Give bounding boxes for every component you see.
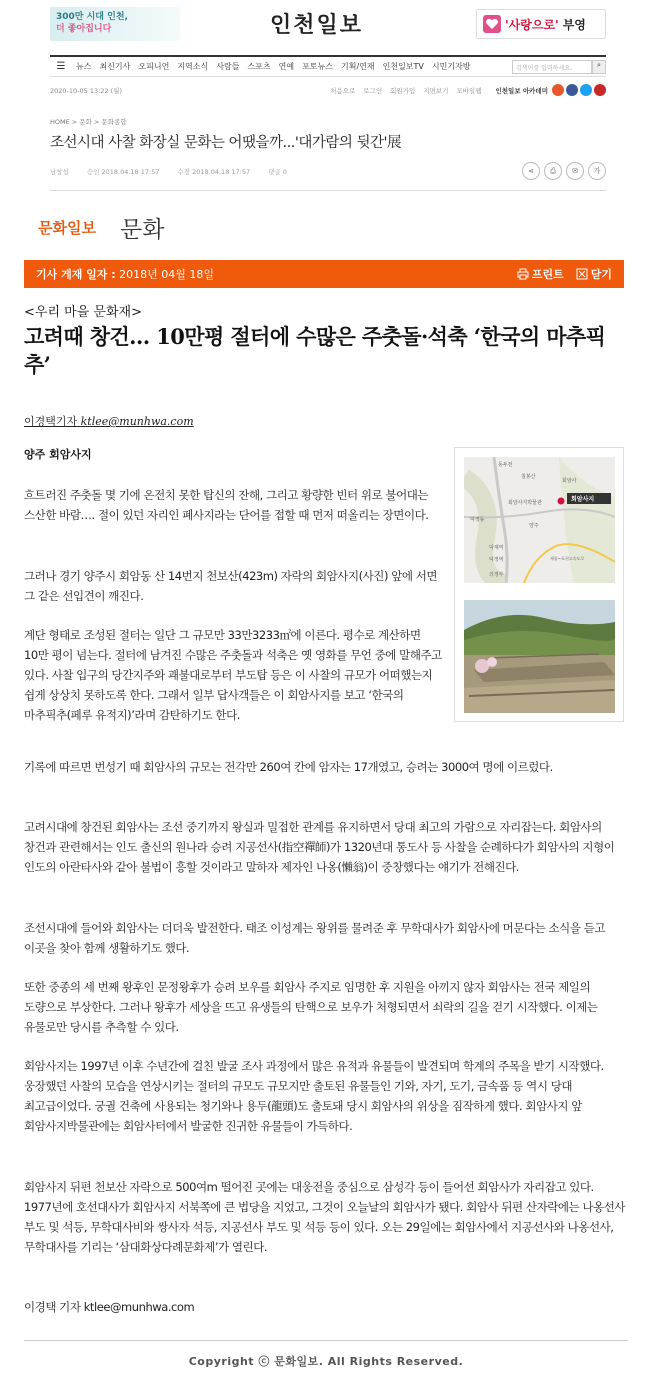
close-label: 닫기 <box>590 268 612 281</box>
nav-item-entertainment[interactable]: 연예 <box>278 62 295 71</box>
date-label: 기사 게재 일자 : <box>36 268 116 281</box>
byline-name: 이경택기자 <box>24 415 78 428</box>
map-label-dongducheon: 동두천 <box>498 462 513 468</box>
paragraph-1: 흐트러진 주춧돌 몇 기에 온전치 못한 탑신의 잔해, 그리고 황량한 빈터 위로 불어대는 스산한 바람…. 절이 있던 자리인 폐사지라는 단어를 접할 때 먼저 떠올리는 장면이다. <box>24 488 429 522</box>
print-icon[interactable]: ⎙ <box>544 162 562 180</box>
map-label-yangju: 양주 <box>529 523 539 529</box>
munhwa-ilbo-logo[interactable]: 문화일보 <box>38 219 96 237</box>
map-label-deokjeong-dong: 덕정동 <box>470 517 485 523</box>
print-label: 프린트 <box>531 268 564 281</box>
link-epaper[interactable]: 지면보기 <box>423 86 449 95</box>
paragraph-2: 그러나 경기 양주시 회암동 산 14번지 천보산(423m) 자락의 회암사지(사진) 앞에 서면 그 같은 선입견이 깨진다. <box>24 569 438 603</box>
paragraph-8: 회암사지는 1997년 이후 수년간에 걸친 발굴 조사 과정에서 많은 유적과 유물들이 발견되며 학계의 주목을 받기 시작했다. 웅장했던 사찰의 모습을 연상시키는 절터의 규모도 규모지만 출토된 유물들인 기와, 자기, 도기, 금속품 등 역시 당대 최고급이었다. 궁궐 건축에 사용되는 청기와나 용두(龍頭)도 출토돼 당시 회암사의 위상을 짐작하게 했다. 회암사지 앞 회암사지박물관에는 회암사터에서 발굴한 진귀한 유물들이 가득하다. <box>24 1059 604 1133</box>
banner-red-text: '사랑으로' <box>505 17 559 32</box>
footer-divider <box>24 1340 628 1341</box>
section-title: 문화 <box>120 217 165 243</box>
paragraph-6: 조선시대에 들어와 회암사는 더더욱 발전한다. 태조 이성계는 왕위를 물려준 후 무학대사가 회암사에 머문다는 소식을 듣고 이곳을 찾아 함께 생활하기도 했다. <box>24 921 606 955</box>
print-button[interactable] <box>517 266 564 282</box>
link-signup[interactable]: 회원가입 <box>390 86 416 95</box>
youtube-icon[interactable] <box>594 84 606 96</box>
nav-item-feature[interactable]: 기획/연재 <box>341 62 375 71</box>
comment-count[interactable]: 댓글 0 <box>268 167 287 176</box>
banner-line2: 더 좋아집니다 <box>56 24 112 34</box>
rss-icon[interactable] <box>552 84 564 96</box>
byline-email[interactable]: ktlee@munhwa.com <box>80 415 194 428</box>
font-size-icon[interactable]: 가 <box>588 162 606 180</box>
link-home[interactable]: 처음으로 <box>330 86 356 95</box>
paragraph-5: 고려시대에 창건된 회암사는 조선 중기까지 왕실과 밀접한 관계를 유지하면서 당대 최고의 가람으로 자리잡는다. 회암사의 창건과 관련해서는 인도 출신의 원나라 승려 지공선사(指空禪師)가 1320년대 통도사 등 사찰을 순례하다가 회암사의 지형이 인도의 아란타사와 같아 불법이 흥할 것이라고 말하자 제자인 나옹(懶翁)이 중창했다는 얘기가 전해진다. <box>24 820 615 874</box>
nav-item-latest[interactable]: 최신기사 <box>99 62 131 71</box>
paragraph-4: 기록에 따르면 번성기 때 회암사의 규모는 전각만 260여 칸에 암자는 17개였고, 승려는 3000여 명에 이르렀다. <box>24 760 553 774</box>
share-icon[interactable]: ⋖ <box>522 162 540 180</box>
divider <box>50 190 606 191</box>
article-title: 고려때 창건… 10만평 절터에 수많은 주춧돌·석축 ‘한국의 마추픽추’ <box>24 324 606 377</box>
paragraph-3: 계단 형태로 조성된 절터는 일단 그 규모만 33만3233㎡에 이른다. 평수로 계산하면 10만 평이 넘는다. 절터에 남겨진 수많은 주춧돌과 석축은 옛 영화를 무언 중에 말해주고 있다. 사찰 입구의 당간지주와 괘불대로부터 부도탑 등은 이 사찰의 규모가 어떠했는지 쉽게 상상치 못하도록 한다. 그래서 일부 답사객들은 이 회암사지를 보고 ‘한국의 마추픽추(페루 유적지)’라며 감탄하기도 한다. <box>24 628 442 722</box>
date-value: 2018년 04월 18일 <box>119 268 215 281</box>
map-label-deokjeong-station: 덕정역 <box>489 557 504 563</box>
email-icon[interactable]: ✉ <box>566 162 584 180</box>
link-login[interactable]: 로그인 <box>363 86 383 95</box>
reporter-name: 남창섭 <box>50 167 69 176</box>
nav-item-citizen[interactable]: 시민기자방 <box>431 62 471 71</box>
paragraph-9: 회암사지 뒤편 천보산 자락으로 500여m 떨어진 곳에는 대웅전을 중심으로 삼성각 등이 들어선 회암사가 자리잡고 있다. 1977년에 호선대사가 회암사지 서북쪽에 큰 법당을 지었고, 그것이 오늘날의 회암사가 됐다. 회암사 뒤편 산자락에는 나옹선사 부도 및 석등, 무학대사비와 쌍사자 석등, 지공선사 부도 및 석등 등이 있다. 오는 29일에는 회암사에서 지공선사와 나옹선사, 무학대사를 기리는 ‘삼대화상다례문화제’가 열린다. <box>24 1180 626 1254</box>
hamburger-menu-icon[interactable]: ☰ <box>56 61 66 72</box>
clock-date: 2020-10-05 13:22 (월) <box>50 86 122 95</box>
link-academy[interactable]: 인천일보 아카데미 <box>495 86 548 95</box>
close-button[interactable] <box>576 266 612 282</box>
byline[interactable] <box>24 413 194 429</box>
utility-bar <box>50 82 606 98</box>
ad-banner-incheon-300[interactable] <box>50 7 180 41</box>
publication-date-bar <box>24 260 624 288</box>
social-links <box>552 84 606 96</box>
hoeamsaji-site-photo <box>464 600 615 713</box>
facebook-icon[interactable] <box>566 84 578 96</box>
nav-item-opinion[interactable]: 오피니언 <box>138 62 170 71</box>
incheon-ilbo-logo[interactable]: 인천일보 <box>270 12 364 38</box>
search-icon[interactable]: ⌕ <box>592 60 606 74</box>
approved-date: 승인 2018.04.18 17:57 <box>86 167 160 176</box>
main-nav <box>50 55 606 77</box>
paragraph-7: 또한 중종의 세 번째 왕후인 문정왕후가 승려 보우를 회암사 주지로 임명한 후 지원을 아끼지 않자 회암사는 전국 제일의 도량으로 부상한다. 그러나 왕후가 세상을 뜨고 유생들의 탄핵으로 보우가 처형되면서 쇠락의 길을 걷기 시작했다. 이제는 유물로만 당시를 추측할 수 있다. <box>24 980 598 1034</box>
signoff: 이경택 기자 ktlee@munhwa.com <box>24 1300 195 1314</box>
heart-house-icon <box>483 15 501 33</box>
nav-item-news[interactable]: 뉴스 <box>76 62 92 71</box>
search-input[interactable]: 검색어를 입력하세요. <box>512 60 592 74</box>
ad-banner-booyoung[interactable] <box>476 9 606 39</box>
modified-date: 수정 2018.04.18 17:57 <box>177 167 251 176</box>
copyright-notice: Copyright ⓒ 문화일보. All Rights Reserved. <box>188 1355 464 1368</box>
nav-item-tv[interactable]: 인천일보TV <box>382 62 424 71</box>
location-map <box>464 457 615 583</box>
breadcrumb[interactable]: HOME > 문화 > 문화종합 <box>50 118 127 126</box>
nav-item-sports[interactable]: 스포츠 <box>247 62 271 71</box>
series-kicker: <우리 마을 문화재> <box>24 305 142 320</box>
close-icon <box>576 268 588 280</box>
twitter-icon[interactable] <box>580 84 592 96</box>
nav-item-photo[interactable]: 포토뉴스 <box>302 62 333 71</box>
incheon-headline: 조선시대 사찰 화장실 문화는 어땠을까...'대가람의 뒷간'展 <box>50 135 401 151</box>
map-label-museum: 회암사지박물관 <box>508 500 542 506</box>
map-label-hoeamsaji: 회암사지 <box>571 496 595 503</box>
map-label-chilbongsan: 칠봉산 <box>521 474 536 480</box>
nav-item-local[interactable]: 지역소식 <box>177 62 209 71</box>
article-figure <box>454 447 624 722</box>
nav-item-people[interactable]: 사람들 <box>216 62 240 71</box>
map-label-deokgye: 덕계역 <box>489 545 504 551</box>
map-label-hoeamsa: 회암사 <box>562 478 577 484</box>
map-label-expressway: 세종~포천고속도로 <box>550 556 585 561</box>
article-meta <box>50 162 606 180</box>
map-label-uijeongbu: 의정부 <box>489 572 504 578</box>
printer-icon <box>517 268 529 280</box>
banner-brand-text: 부영 <box>562 17 586 32</box>
location-marker-icon <box>558 498 565 505</box>
link-mobile[interactable]: 모바일웹 <box>456 86 482 95</box>
article-subhead: 양주 회암사지 <box>24 448 92 461</box>
banner-line1: 300만 시대 인천, <box>56 12 128 22</box>
